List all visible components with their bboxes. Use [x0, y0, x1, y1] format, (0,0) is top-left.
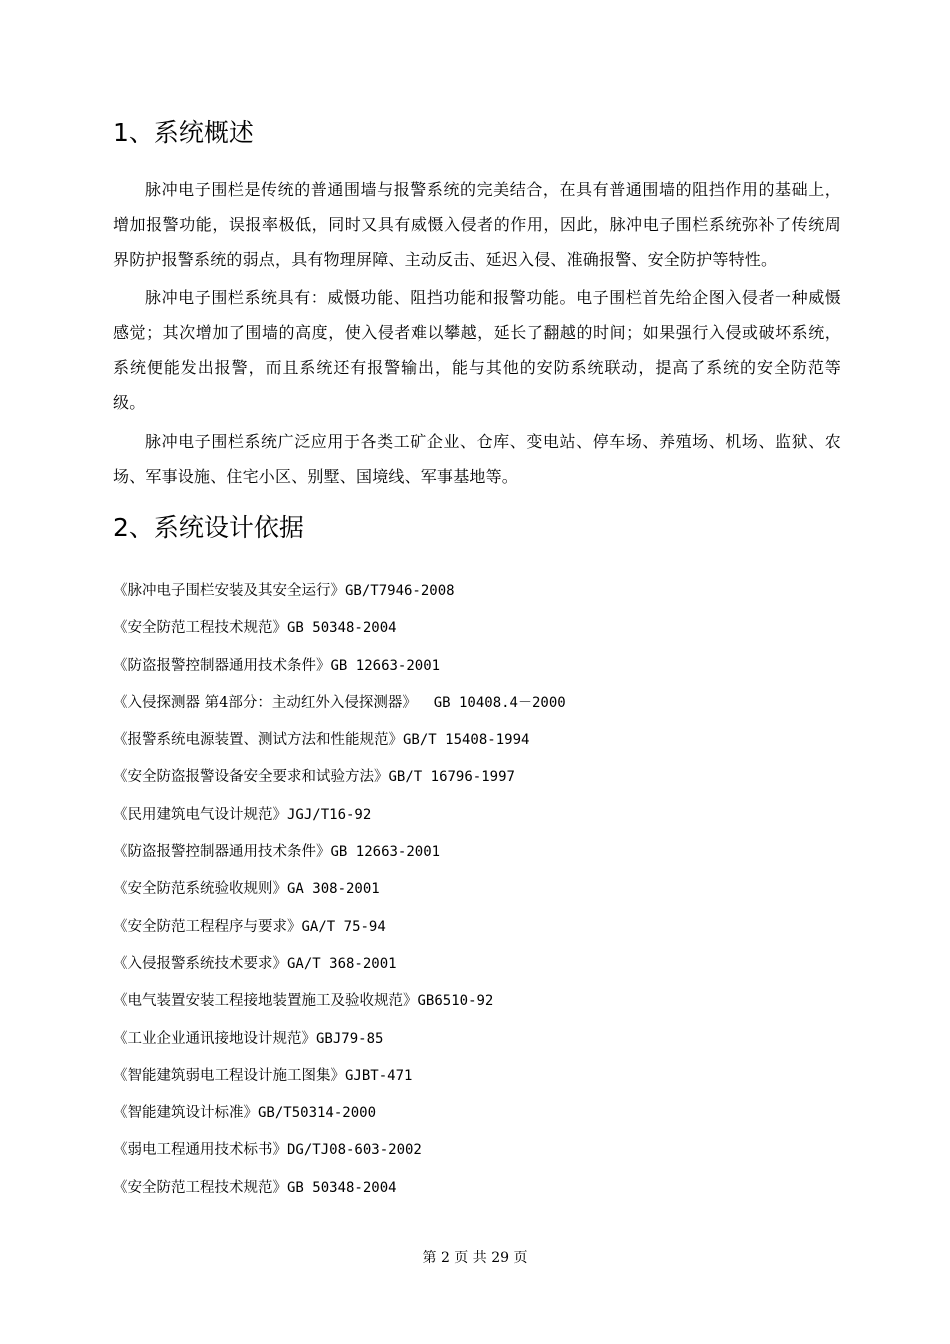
reference-item	[113, 1058, 566, 1095]
reference-title: 《工业企业通讯接地设计规范》	[113, 1030, 316, 1047]
reference-title: 《防盗报警控制器通用技术条件》	[113, 657, 331, 674]
reference-title: 《智能建筑设计标准》	[113, 1105, 258, 1122]
reference-item	[113, 1132, 566, 1169]
reference-code: GB 12663-2001	[330, 844, 441, 861]
reference-code: GJBT-471	[345, 1067, 413, 1084]
reference-code: GB/T50314-2000	[258, 1105, 377, 1122]
reference-list	[113, 573, 566, 1207]
reference-code: JGJ/T16-92	[287, 806, 372, 823]
reference-code: GB/T 15408-1994	[403, 732, 530, 749]
reference-item	[113, 797, 566, 834]
section-heading-overview: 1、系统概述	[113, 118, 254, 147]
section-heading-design-basis: 2、系统设计依据	[113, 513, 304, 542]
reference-title: 《安全防范工程技术规范》	[113, 1179, 287, 1196]
reference-item	[113, 648, 566, 685]
paragraph: 脉冲电子围栏系统具有：威慑功能、阻挡功能和报警功能。电子围栏首先给企图入侵者一种威慑感觉；其次增加了围墙的高度，使入侵者难以攀越，延长了翻越的时间；如果强行入侵或破坏系统，系统便能发出报警，而且系统还有报警输出，能与其他的安防系统联动，提高了系统的安全防范等级。	[113, 288, 841, 412]
reference-title: 《安全防盗报警设备安全要求和试验方法》	[113, 769, 389, 786]
reference-code: GA/T 368-2001	[287, 955, 397, 972]
reference-code: GB/T7946-2008	[345, 583, 455, 599]
reference-title: 《脉冲电子围栏安装及其安全运行》	[113, 583, 345, 599]
reference-title: 《电气装置安装工程接地装置施工及验收规范》	[113, 993, 418, 1010]
reference-item	[113, 946, 566, 983]
page-footer: 第 2 页 共 29 页	[422, 1250, 528, 1266]
reference-item	[113, 983, 566, 1020]
reference-title: 《民用建筑电气设计规范》	[113, 806, 287, 823]
reference-code: DG/TJ08-603-2002	[287, 1142, 422, 1159]
reference-title: 《入侵报警系统技术要求》	[113, 955, 287, 972]
reference-title: 《报警系统电源装置、测试方法和性能规范》	[113, 732, 403, 749]
reference-code: GB 50348-2004	[287, 620, 397, 637]
reference-code: GB 12663-2001	[330, 657, 441, 674]
paragraph: 脉冲电子围栏是传统的普通围墙与报警系统的完美结合，在具有普通围墙的阻挡作用的基础上，增加报警功能，误报率极低，同时又具有威慑入侵者的作用，因此，脉冲电子围栏系统弥补了传统周界防护报警系统的弱点，具有物理屏障、主动反击、延迟入侵、准确报警、安全防护等特性。	[113, 180, 841, 269]
reference-title: 《安全防范系统验收规则》	[113, 881, 287, 898]
reference-item	[113, 834, 566, 871]
reference-item	[113, 759, 566, 796]
reference-code: GB 50348-2004	[287, 1179, 397, 1196]
reference-title: 《防盗报警控制器通用技术条件》	[113, 844, 331, 861]
reference-code: GA/T 75-94	[301, 918, 386, 935]
reference-item	[113, 1170, 566, 1207]
reference-title: 《智能建筑弱电工程设计施工图集》	[113, 1067, 345, 1084]
reference-title: 《安全防范工程程序与要求》	[113, 918, 302, 935]
reference-code: GBJ79-85	[316, 1030, 384, 1047]
reference-item	[113, 722, 566, 759]
paragraph: 脉冲电子围栏系统广泛应用于各类工矿企业、仓库、变电站、停车场、养殖场、机场、监狱、农场、军事设施、住宅小区、别墅、国境线、军事基地等。	[113, 432, 841, 486]
reference-item	[113, 1095, 566, 1132]
reference-code: GA 308-2001	[287, 881, 380, 898]
reference-item	[113, 610, 566, 647]
reference-title: 《弱电工程通用技术标书》	[113, 1142, 287, 1159]
reference-item	[113, 573, 566, 610]
reference-title: 《入侵探测器 第4部分：主动红外入侵探测器》	[113, 694, 417, 711]
reference-title: 《安全防范工程技术规范》	[113, 620, 287, 637]
reference-item	[113, 871, 566, 908]
reference-item	[113, 685, 566, 722]
reference-code: GB 10408.4－2000	[416, 694, 566, 711]
reference-code: GB6510-92	[417, 993, 494, 1010]
reference-code: GB/T 16796-1997	[388, 769, 515, 786]
reference-item	[113, 1021, 566, 1058]
reference-item	[113, 909, 566, 946]
